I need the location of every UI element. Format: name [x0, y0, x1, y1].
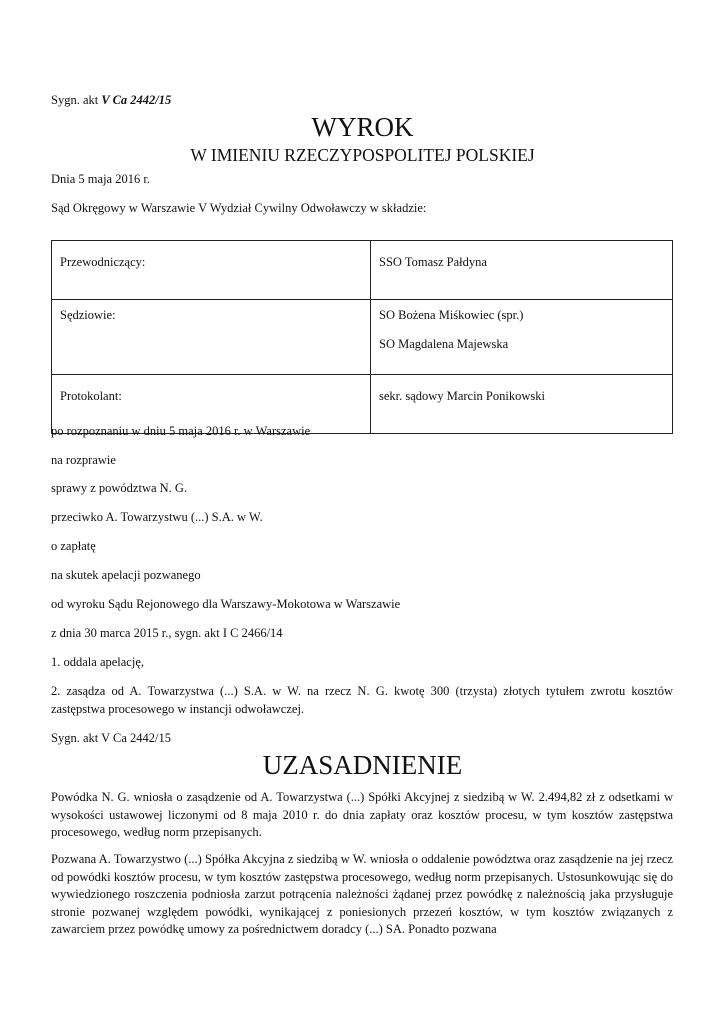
justification-title: UZASADNIENIE [262, 750, 463, 780]
proceedings-line: na rozprawie [51, 453, 116, 467]
judges-label: Sędziowie: [52, 300, 371, 375]
composition-row-chair [52, 241, 673, 300]
proceedings-line: o zapłatę [51, 539, 96, 553]
case-signature [51, 93, 171, 108]
justification-paragraph-2: Pozwana A. Towarzystwo (...) Spółka Akcyjna z siedzibą w W. wniosła o oddalenie powództwa oraz zasądzenie na jej rzecz od powódki kosztów procesu, w tym kosztów zastępstwa procesowego, według norm przepisanych. Ustosunkowując się do wywiedzionego roszczenia podniosła zarzut potrącenia należności żądanej przez powódkę z należnością jaka przysługuje stronie pozwanej względem powódki, wynikającej z poniesionych przezeń kosztów, w tym kosztów związanych z zawarciem przez powódkę umowy za pośrednictwem doradcy (...) SA. Ponadto pozwana [51, 852, 673, 936]
chair-value: SSO Tomasz Pałdyna [371, 241, 673, 300]
case-signature-repeat: Sygn. akt V Ca 2442/15 [51, 731, 172, 745]
chair-label: Przewodniczący: [52, 241, 371, 300]
clerk-value: sekr. sądowy Marcin Ponikowski [371, 375, 673, 434]
justification-paragraph-1: Powódka N. G. wniosła o zasądzenie od A. Towarzystwa (...) Spółki Akcyjnej z siedzibą w W. 2.494,82 zł z odsetkami w wysokości ustawowej liczonymi od 8 maja 2010 r. do dnia zapłaty oraz kosztów procesu, w tym kosztów zastępstwa procesowego, według norm przepisanych. [51, 790, 673, 839]
composition-row-judges [52, 300, 673, 375]
case-signature-number: V Ca 2442/15 [101, 93, 172, 107]
court-line: Sąd Okręgowy w Warszawie V Wydział Cywilny Odwoławczy w składzie: [51, 201, 427, 215]
case-signature-prefix: Sygn. akt [51, 93, 102, 107]
proceedings-line: z dnia 30 marca 2015 r., sygn. akt I C 2466/14 [51, 626, 283, 640]
proceedings-line: od wyroku Sądu Rejonowego dla Warszawy-Mokotowa w Warszawie [51, 597, 401, 611]
judgment-date: Dnia 5 maja 2016 r. [51, 172, 150, 186]
proceedings-line: na skutek apelacji pozwanego [51, 568, 201, 582]
ruling-item-1: 1. oddala apelację, [51, 655, 145, 669]
judges-cell [371, 300, 673, 375]
clerk-label: Protokolant: [52, 375, 371, 434]
proceedings-line: sprawy z powództwa N. G. [51, 481, 188, 495]
judgment-title: WYROK [311, 112, 414, 142]
proceedings-line: przeciwko A. Towarzystwu (...) S.A. w W. [51, 510, 263, 524]
composition-table [51, 240, 673, 434]
judge-1: SO Bożena Miśkowiec (spr.) [379, 308, 524, 322]
ruling-item-2: 2. zasądza od A. Towarzystwa (...) S.A. w W. na rzecz N. G. kwotę 300 (trzysta) złotych tytułem zwrotu kosztów zastępstwa procesowego w instancji odwoławczej. [51, 684, 673, 716]
judge-2: SO Magdalena Majewska [379, 337, 509, 351]
judgment-subtitle: W IMIENIU RZECZYPOSPOLITEJ POLSKIEJ [190, 145, 535, 165]
proceedings-line: po rozpoznaniu w dniu 5 maja 2016 r. w Warszawie [51, 424, 311, 438]
